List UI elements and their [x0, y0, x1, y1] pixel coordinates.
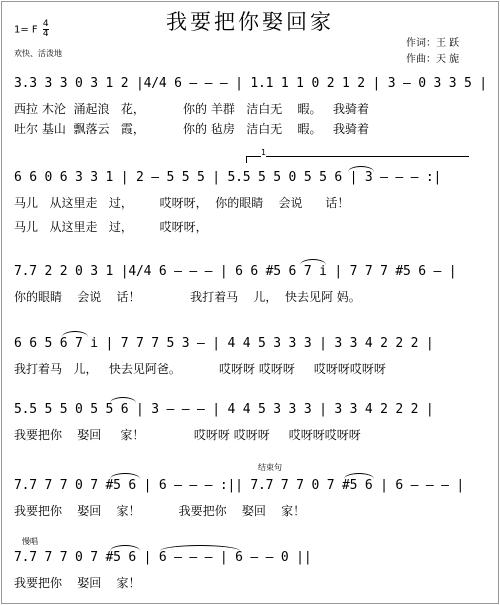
key-signature — [14, 20, 49, 39]
lyric-row-6: 我要把你 娶回 家！ 我要把你 娶回 家！ — [14, 504, 306, 518]
time-bottom: 4 — [42, 29, 49, 39]
lyric-row-7: 我要把你 娶回 家！ — [14, 576, 141, 590]
notation-row-3: 7.7 2 2 0 3 1 |4/4 6 — — — | 6 6 #5 6 7 i | 7 7 7 #5 6 — | — [14, 264, 457, 279]
lyric-row-2-verse-2: 马儿 从这里走 过， 哎呀呀， — [14, 220, 208, 234]
notation-row-4: 6 6 5 6 7 i | 7 7 7 5 3 — | 4 4 5 3 3 3 | 3 3 4 2 2 2 | — [14, 336, 434, 351]
lyric-row-5: 我要把你 娶回 家！ 哎呀呀 哎呀呀 哎呀呀哎呀呀 — [14, 428, 361, 442]
lyric-row-1-verse-1: 西拉 木沦 涌起浪 花， 你的 羊群 洁白无 暇。 我骑着 — [14, 102, 369, 116]
lyric-row-1-verse-2: 吐尔 基山 飘落云 霞， 你的 毡房 洁白无 暇。 我骑着 — [14, 122, 369, 136]
notation-row-1: 3.3 3 3 0 3 1 2 |4/4 6 — — — | 1.1 1 1 0 2 1 2 | 3 — 0 3 3 5 | — [14, 76, 487, 91]
slur — [110, 545, 140, 551]
tie — [160, 545, 240, 551]
slow-marker: 慢唱 — [22, 537, 38, 546]
notation-row-6: 7.7 7 7 0 7 #5 6 | 6 — — — :|| 7.7 7 7 0 7 #5 6 | 6 — — — | — [14, 478, 464, 493]
slur — [62, 331, 88, 337]
slur — [110, 397, 136, 403]
composer-credit: 作曲：天 旎 — [406, 54, 460, 65]
time-signature — [43, 20, 49, 39]
song-title: 我要把你娶回家 — [166, 10, 334, 34]
notation-row-5: 5.5 5 5 0 5 5 6 | 3 — — — | 4 4 5 3 3 3 | 3 3 4 2 2 2 | — [14, 402, 434, 417]
slur — [348, 166, 374, 172]
slur — [300, 259, 326, 265]
volta-bracket — [246, 148, 469, 163]
lyric-row-4: 我打着马 儿， 快去见阿爸。 哎呀呀 哎呀呀 哎呀呀哎呀呀 — [14, 362, 386, 376]
ending-marker: 结束句 — [258, 463, 282, 472]
slur — [110, 473, 140, 479]
slur — [344, 473, 374, 479]
volta-label: 1 — [261, 148, 267, 157]
notation-row-7: 7.7 7 7 0 7 #5 6 | 6 — — — | 6 — — 0 || — [14, 550, 312, 565]
lyric-row-3: 你的眼睛 会说 话！ 我打着马 儿， 快去见阿 妈。 — [14, 290, 361, 304]
time-top: 4 — [42, 19, 49, 29]
notation-row-2: 6 6 0 6 3 3 1 | 2 — 5 5 5 | 5.5 5 5 0 5 5 6 | 3 — — — :| — [14, 170, 442, 185]
key-label: 1= F — [14, 24, 38, 36]
lyricist-credit: 作词：王 跃 — [406, 38, 460, 49]
lyric-row-2-verse-1: 马儿 从这里走 过， 哎呀呀， 你的眼睛 会说 话！ — [14, 196, 350, 210]
tempo-marking: 欢快、活泼地 — [14, 49, 62, 58]
